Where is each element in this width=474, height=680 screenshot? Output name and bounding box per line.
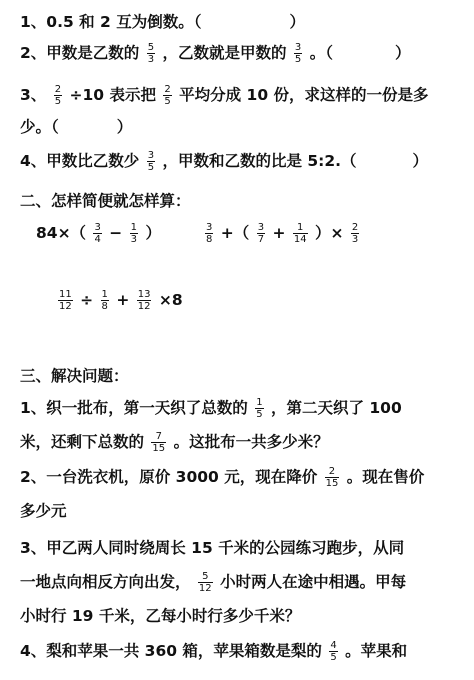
question-3-line-2	[20, 116, 132, 138]
calc-2-plus-2: +	[272, 224, 286, 242]
problem-1-line-2-a: 米，还剩下总数的	[20, 433, 145, 451]
numerator: 2	[325, 466, 340, 478]
problem-1-line-2	[20, 431, 329, 454]
denominator: 5	[294, 54, 302, 65]
calc-3-text-b: ×8	[158, 291, 183, 309]
problem-2	[20, 466, 424, 489]
question-4-text-a: 4、甲数比乙数少	[20, 152, 140, 170]
numerator: 1	[293, 222, 308, 234]
fraction-4-5	[329, 640, 337, 663]
calc-2-plus: +（	[220, 224, 250, 242]
denominator: 12	[137, 301, 151, 312]
calc-3-plus: +	[116, 291, 130, 309]
fraction-3-8	[205, 222, 213, 245]
calc-2-text-b: ）×	[315, 224, 344, 242]
question-2-close-paren: ）	[394, 44, 411, 62]
problem-3-line-1: 3、甲乙两人同时绕周长 15 千米的公园练习跑步，从同	[20, 539, 405, 557]
calc-expression-3	[56, 289, 183, 312]
problem-2-line-2: 多少元	[20, 502, 67, 520]
fraction-1-3	[130, 222, 138, 245]
denominator: 3	[351, 234, 359, 245]
problem-1-line-2-b: 。这批布一共多少米？	[173, 433, 329, 451]
question-1-close-paren: ）	[289, 13, 305, 31]
denominator: 5	[147, 162, 155, 173]
question-2-text-c: 。（	[309, 44, 333, 62]
question-3-close-paren: ）	[116, 118, 133, 136]
denominator: 15	[325, 478, 339, 489]
denominator: 8	[101, 301, 108, 312]
question-2	[20, 42, 410, 65]
question-3-line-2-text: 少。（	[20, 118, 59, 136]
fraction-3-5	[147, 150, 155, 173]
numerator: 2	[164, 84, 171, 95]
question-2-text-b: ，乙数就是甲数的	[162, 44, 287, 62]
numerator: 3	[206, 222, 213, 233]
numerator: 3	[257, 222, 265, 233]
fraction-7-15	[151, 431, 166, 454]
calc-1-minus: −	[109, 224, 123, 242]
calc-1-text-a: 84×（	[36, 224, 87, 242]
problem-2-text-a: 2、一台洗衣机，原价 3000 元，现在降价	[20, 468, 318, 486]
fraction-13-12	[137, 289, 152, 312]
question-4-close-paren: ）	[412, 152, 429, 170]
numerator: 11	[59, 289, 72, 300]
question-4-text-b: ，甲数和乙数的比是 5:2.（	[162, 152, 357, 170]
problem-3-line-2-a: 一地点向相反方向出发，	[20, 573, 191, 591]
fraction-3-4	[93, 222, 101, 245]
denominator: 3	[147, 54, 155, 65]
calc-1-close: ）	[145, 224, 161, 242]
calc-expression-1	[36, 222, 161, 245]
problem-1-text-b: ，第二天织了 100	[270, 399, 402, 417]
numerator: 5	[147, 42, 155, 53]
problem-4	[20, 640, 407, 663]
denominator: 12	[59, 301, 72, 312]
question-4	[20, 150, 428, 173]
fraction-5-3	[147, 42, 155, 65]
problem-2-text-b: 。现在售价	[346, 468, 425, 486]
calc-3-div: ÷	[80, 291, 94, 309]
numerator: 3	[294, 42, 302, 53]
section-3-title: 三、解决问题：	[20, 367, 129, 385]
fraction-3-5	[294, 42, 302, 65]
denominator: 8	[206, 234, 213, 245]
problem-1-text-a: 1、织一批布，第一天织了总数的	[20, 399, 248, 417]
question-3-text-a: 3、	[20, 86, 47, 104]
numerator: 2	[351, 222, 359, 233]
problem-3-line-2-b: 小时两人在途中相遇。甲每	[220, 573, 407, 591]
problem-1	[20, 397, 402, 420]
denominator: 5	[330, 652, 337, 663]
denominator: 5	[164, 96, 171, 107]
problem-4-text-a: 4、梨和苹果一共 360 箱，苹果箱数是梨的	[20, 642, 322, 660]
numerator: 2	[54, 84, 62, 95]
fraction-2-3	[351, 222, 359, 245]
fraction-11-12	[58, 289, 73, 312]
denominator: 14	[293, 234, 307, 245]
question-3	[20, 84, 429, 107]
fraction-2-15	[325, 466, 340, 489]
numerator: 13	[137, 289, 151, 300]
problem-3-line-3: 小时行 19 千米，乙每小时行多少千米？	[20, 607, 301, 625]
fraction-3-7	[257, 222, 265, 245]
calc-expression-2	[203, 222, 361, 245]
denominator: 7	[257, 234, 265, 245]
denominator: 4	[94, 234, 101, 245]
fraction-1-5	[255, 397, 263, 420]
fraction-2-5	[54, 84, 62, 107]
question-3-text-b: ÷10 表示把	[69, 86, 156, 104]
numerator: 5	[198, 571, 213, 583]
fraction-1-8	[101, 289, 109, 312]
fraction-5-12	[198, 571, 213, 594]
numerator: 7	[151, 431, 166, 443]
question-2-text-a: 2、甲数是乙数的	[20, 44, 140, 62]
fraction-2-5-b	[163, 84, 171, 107]
fraction-1-14	[293, 222, 308, 245]
numerator: 1	[101, 289, 108, 300]
denominator: 5	[256, 409, 263, 420]
numerator: 3	[94, 222, 101, 233]
denominator: 5	[54, 96, 62, 107]
question-3-text-c: 平均分成 10 份，求这样的一份是多	[179, 86, 429, 104]
problem-4-text-b: 。苹果和	[345, 642, 408, 660]
section-2-title: 二、怎样简便就怎样算：	[20, 192, 191, 210]
question-1	[20, 11, 305, 33]
question-1-text: 1、0.5 和 2 互为倒数。（	[20, 13, 202, 31]
numerator: 1	[130, 222, 138, 233]
numerator: 4	[330, 640, 337, 651]
numerator: 1	[256, 397, 263, 408]
denominator: 12	[198, 583, 212, 594]
numerator: 3	[147, 150, 155, 161]
problem-3-line-2	[20, 571, 406, 594]
denominator: 3	[130, 234, 138, 245]
denominator: 15	[152, 443, 166, 454]
